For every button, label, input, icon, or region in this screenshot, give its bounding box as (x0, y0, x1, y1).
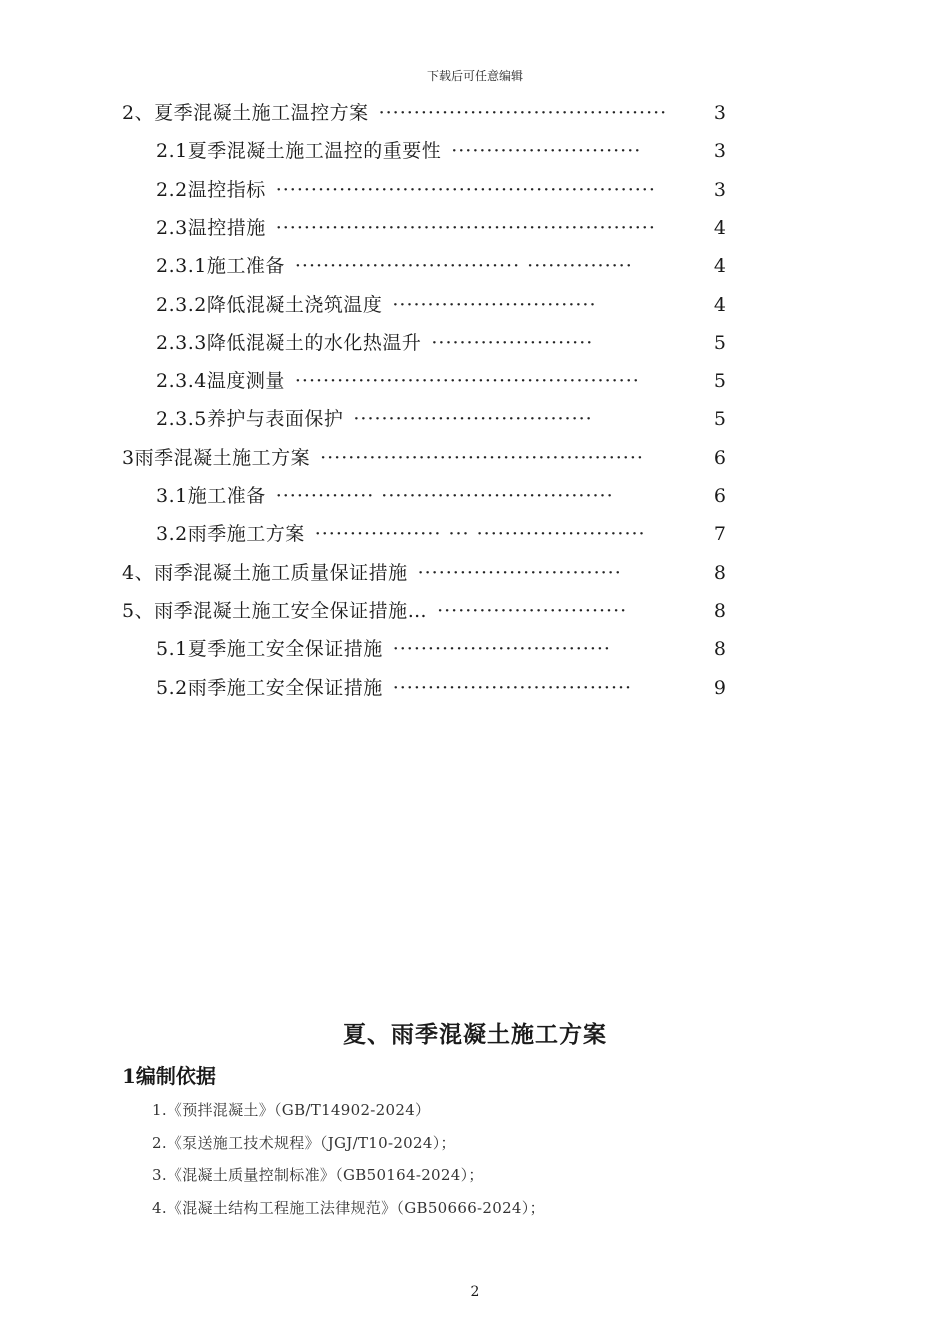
toc-entry-page: 6 (713, 446, 726, 469)
toc-entry-page: 4 (713, 216, 726, 239)
toc-entry-page: 3 (713, 102, 726, 124)
toc-leader-dots: ····························· (392, 293, 597, 316)
toc-leader-dots: ································ ··············· (294, 255, 633, 278)
reference-item: 1.《预拌混凝土》（GB/T14902-2024） (152, 1101, 431, 1119)
toc-entry-label: 2.3.4温度测量 (156, 370, 285, 393)
page-number: 2 (470, 1284, 480, 1300)
toc-entry-page: 3 (713, 140, 726, 163)
toc-leader-dots: ·················· ··· ························ (314, 523, 646, 546)
toc-entry-label: 2.3.3降低混凝土的水化热温升 (156, 331, 422, 354)
toc-entry-page: 4 (713, 293, 726, 316)
toc-entry-label: 3.2雨季施工方案 (156, 523, 305, 546)
toc-leader-dots: ·································· (392, 676, 633, 699)
toc-entry-label: 2.2温控指标 (156, 178, 266, 201)
toc-leader-dots: ················································· (294, 370, 640, 393)
toc-leader-dots: ······················· (431, 331, 594, 354)
toc-entry[interactable] (156, 634, 726, 664)
section-heading: 1编制依据 (122, 1064, 216, 1088)
toc-leader-dots: ·············· ································· (275, 485, 614, 507)
toc-entry-page: 9 (713, 676, 726, 699)
toc-entry[interactable] (156, 404, 726, 434)
page-header-note: 下载后可任意编辑 (426, 69, 523, 83)
toc-entry[interactable] (156, 328, 726, 358)
toc-entry-label: 5.1夏季施工安全保证措施 (156, 638, 383, 661)
toc-entry-page: 6 (713, 485, 726, 507)
toc-entry[interactable] (156, 251, 726, 281)
toc-entry-page: 4 (713, 255, 726, 278)
toc-entry-label: 2.3.1施工准备 (156, 255, 285, 278)
toc-entry[interactable] (122, 443, 726, 473)
toc-entry-label: 2.3.2降低混凝土浇筑温度 (156, 293, 383, 316)
toc-leader-dots: ·············································· (320, 446, 644, 469)
toc-entry-label: 2、夏季混凝土施工温控方案 (122, 102, 369, 124)
toc-entry[interactable] (122, 558, 726, 588)
toc-entry[interactable] (156, 136, 726, 166)
toc-entry-page: 5 (713, 408, 726, 431)
toc-entry[interactable] (156, 519, 726, 549)
toc-entry[interactable] (156, 366, 726, 396)
toc-leader-dots: ······················································ (275, 178, 656, 201)
toc-entry-page: 7 (713, 523, 726, 546)
toc-entry-page: 8 (713, 638, 726, 661)
toc-leader-dots: ··························· (451, 140, 642, 163)
toc-entry[interactable] (122, 596, 726, 626)
toc-entry-page: 3 (713, 178, 726, 201)
toc-leader-dots: ··························· (437, 599, 628, 622)
toc-entry-page: 8 (713, 561, 726, 584)
reference-item: 3.《混凝土质量控制标准》（GB50164-2024）； (152, 1166, 484, 1184)
toc-entry-label: 4、雨季混凝土施工质量保证措施 (122, 561, 408, 584)
reference-list (152, 1098, 545, 1228)
reference-item: 4.《混凝土结构工程施工法律规范》（GB50666-2024）； (152, 1198, 545, 1217)
toc-entry[interactable] (156, 213, 726, 243)
toc-leader-dots: ·································· (353, 408, 593, 431)
toc-entry[interactable] (122, 98, 726, 128)
document-title: 夏、雨季混凝土施工方案 (343, 1021, 607, 1048)
toc-entry-label: 2.3.5养护与表面保护 (156, 408, 344, 431)
toc-entry-page: 5 (713, 370, 726, 393)
toc-entry[interactable] (156, 481, 726, 511)
toc-entry-page: 5 (713, 331, 726, 354)
toc-leader-dots: ····························· (417, 561, 622, 584)
toc-entry-label: 5.2雨季施工安全保证措施 (156, 676, 383, 699)
toc-entry[interactable] (156, 673, 726, 703)
toc-entry[interactable] (156, 175, 726, 205)
toc-entry-label: 2.1夏季混凝土施工温控的重要性 (156, 140, 442, 163)
toc-entry-label: 2.3温控措施 (156, 216, 266, 239)
toc-leader-dots: ······················································ (275, 216, 656, 239)
toc-leader-dots: ········································· (378, 102, 668, 124)
toc-entry-label: 3.1施工准备 (156, 485, 266, 507)
toc-leader-dots: ······························· (392, 638, 611, 661)
toc-entry-page: 8 (713, 599, 726, 622)
toc-entry-label: 5、雨季混凝土施工安全保证措施… (122, 599, 428, 622)
toc-entry[interactable] (156, 290, 726, 320)
reference-item: 2.《泵送施工技术规程》（JGJ/T10-2024）； (152, 1133, 456, 1152)
toc-entry-label: 3雨季混凝土施工方案 (122, 446, 311, 469)
